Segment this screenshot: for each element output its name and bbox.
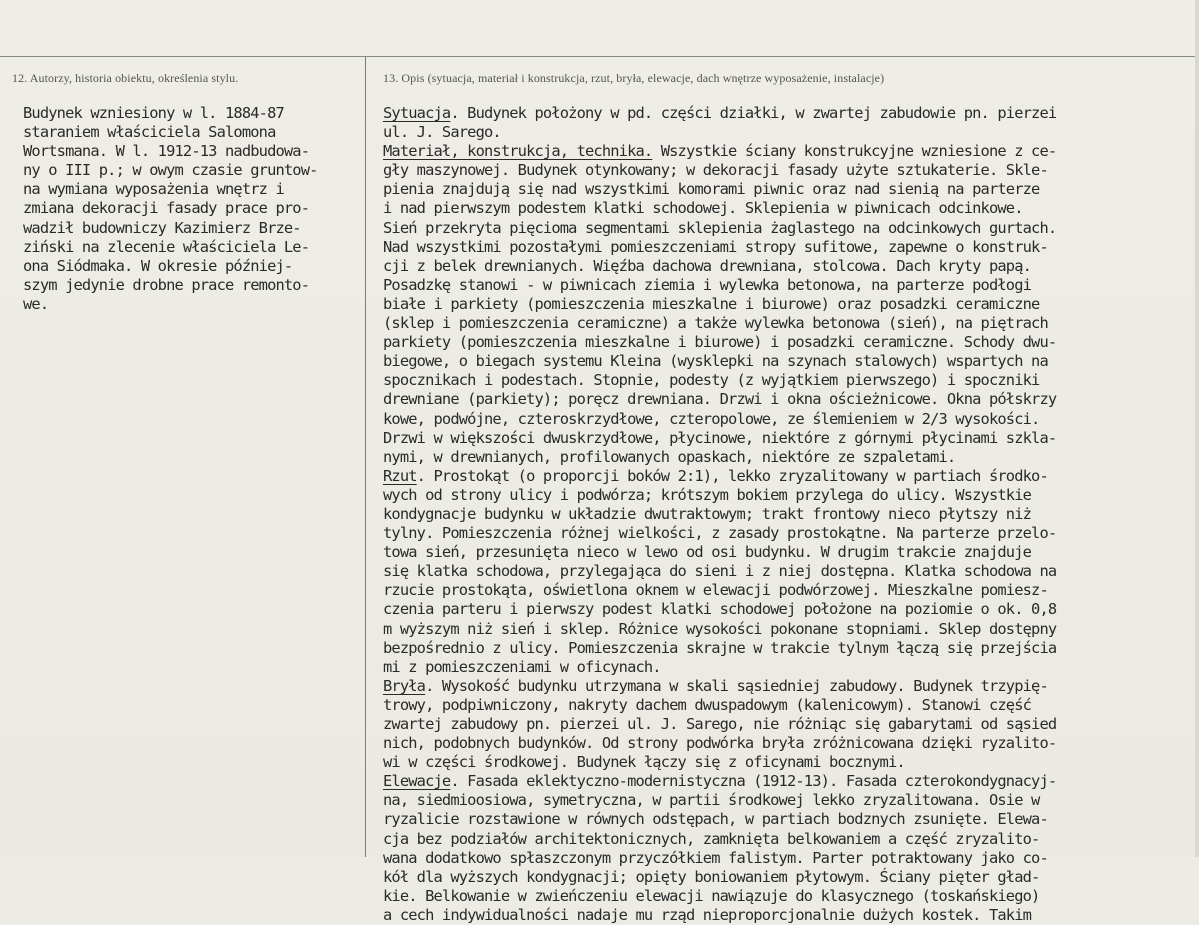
description-line xyxy=(383,429,1056,448)
description-line xyxy=(383,142,1056,161)
description-line xyxy=(383,448,1056,467)
history-text-column xyxy=(23,104,318,314)
history-line: Wortsmana. W l. 1912-13 nadbudowa- xyxy=(23,142,310,161)
description-line xyxy=(383,849,1056,868)
line-text: gły maszynowej. Budynek otynkowany; w dekoracji fasady użyte sztukaterie. Skle- xyxy=(383,161,1048,180)
description-line xyxy=(383,486,1056,505)
description-line xyxy=(383,581,1056,600)
description-line xyxy=(383,161,1056,180)
line-text: wana dodatkowo spłaszczonym przyczółkiem falistym. Parter potraktowany jako co- xyxy=(383,848,1048,867)
section-heading: Materiał, konstrukcja, technika. xyxy=(383,142,653,161)
description-line xyxy=(383,791,1056,810)
line-text: towa sień, przesunięta nieco w lewo od osi budynku. W drugim trakcie znajduje xyxy=(383,543,1032,562)
line-text: kowe, podwójne, czteroskrzydłowe, czteropolowe, ze ślemieniem w 2/3 wysokości. xyxy=(383,409,1040,428)
line-text: cja bez podziałów architektonicznych, zamknięta belkowaniem a część zryzalito- xyxy=(383,829,1040,848)
line-text: . Prostokąt (o proporcji boków 2:1), lekko zryzalitowany w partiach środko- xyxy=(416,466,1048,485)
line-text: trowy, podpiwniczony, nakryty dachem dwuspadowym (kalenicowym). Stanowi część xyxy=(383,695,1032,714)
line-text: i nad pierwszym podestem klatki schodowej. Sklepienia w piwnicach odcinkowe. xyxy=(383,199,1023,218)
section-heading: Sytuacja xyxy=(383,104,451,122)
history-line: we. xyxy=(23,294,49,313)
description-line xyxy=(383,524,1056,543)
description-line xyxy=(383,390,1056,409)
line-text: biegowe, o biegach systemu Kleina (wysklepki na szynach stalowych) wspartych na xyxy=(383,352,1048,371)
line-text: wi w części środkowej. Budynek łączy się z oficynami bocznymi. xyxy=(383,753,905,772)
description-line xyxy=(383,734,1056,753)
line-text: ryzalicie rozstawione w równych odstępach, w partiach bodznych zsunięte. Elewa- xyxy=(383,810,1048,829)
line-text: pienia znajdują się nad wszystkimi komorami piwnic oraz nad sienią na parterze xyxy=(383,180,1040,199)
description-line xyxy=(383,887,1056,906)
line-text: na, siedmioosiowa, symetryczna, w partii środkowej lekko zryzalitowana. Osie w xyxy=(383,791,1040,810)
description-line xyxy=(383,257,1056,276)
line-text: . Fasada eklektyczno-modernistyczna (1912-13). Fasada czterokondygnacyj- xyxy=(450,772,1057,791)
description-line xyxy=(383,772,1056,791)
line-text: kondygnacje budynku w układzie dwutraktowym; trakt frontowy nieco płytszy niż xyxy=(383,504,1032,523)
description-line xyxy=(383,696,1056,715)
line-text: rzucie prostokąta, oświetlona oknem w elewacji podwórzowej. Mieszkalne pomiesz- xyxy=(383,581,1048,600)
history-line: na wymiana wyposażenia wnętrz i xyxy=(23,180,284,199)
column-divider xyxy=(365,57,366,857)
description-line xyxy=(383,868,1056,887)
description-line xyxy=(383,810,1056,829)
line-text: nymi, w drewnianych, profilowanych opaskach, niektóre ze szpaletami. xyxy=(383,447,956,466)
section-12-header: 12. Autorzy, historia obiektu, określenia stylu. xyxy=(12,71,239,85)
description-line xyxy=(383,562,1056,581)
line-text: Sień przekryta pięcioma segmentami sklepienia żaglastego na odcinkowych gurtach. xyxy=(383,218,1057,237)
line-text: m wyższym niż sień i sklep. Różnice wysokości pokonane stopniami. Sklep dostępny xyxy=(383,619,1057,638)
history-line: Budynek wzniesiony w l. 1884-87 xyxy=(23,104,284,122)
history-line: zmiana dekoracji fasady prace pro- xyxy=(23,199,310,218)
description-line xyxy=(383,199,1056,218)
header-rule xyxy=(0,56,1199,57)
description-line xyxy=(383,276,1056,295)
description-line xyxy=(383,543,1056,562)
description-line xyxy=(383,906,1056,925)
line-text: czenia parteru i pierwszy podest klatki schodowej położone na poziomie o ok. 0,8 xyxy=(383,600,1057,619)
description-line xyxy=(383,677,1056,696)
description-line xyxy=(383,371,1056,390)
history-line: ona Siódmaka. W okresie później- xyxy=(23,256,293,275)
description-text-column xyxy=(383,104,1056,925)
line-text: Drzwi w większości dwuskrzydłowe, płycinowe, niektóre z górnymi płycinami szkla- xyxy=(383,428,1057,447)
line-text: kie. Belkowanie w zwieńczeniu elewacji nawiązuje do klasycznego (toskańskiego) xyxy=(383,886,1040,905)
description-line xyxy=(383,658,1056,677)
description-line xyxy=(383,620,1056,639)
section-heading: Rzut xyxy=(383,466,417,485)
line-text: cji z belek drewnianych. Więźba dachowa drewniana, stolcowa. Dach kryty papą. xyxy=(383,256,1032,275)
line-text: Nad wszystkimi pozostałymi pomieszczeniami stropy sufitowe, zapewne o konstruk- xyxy=(383,237,1048,256)
description-line xyxy=(383,639,1056,658)
history-line: szym jedynie drobne prace remonto- xyxy=(23,275,310,294)
description-line xyxy=(383,314,1056,333)
description-line xyxy=(383,238,1056,257)
description-line xyxy=(383,830,1056,849)
line-text: białe i parkiety (pomieszczenia mieszkalne i biurowe) oraz posadzki ceramiczne xyxy=(383,294,1040,313)
description-line xyxy=(383,600,1056,619)
line-text: a cech indywidualności nadaje mu rząd nieproporcjonalnie dużych kostek. Takim xyxy=(383,905,1032,924)
history-line: staraniem właściciela Salomona xyxy=(23,123,276,142)
line-text: . Budynek położony w pd. części działki, w zwartej zabudowie pn. pierzei xyxy=(450,104,1057,122)
line-text: parkiety (pomieszczenia mieszkalne i biurowe) i posadzki ceramiczne. Schody dwu- xyxy=(383,333,1057,352)
line-text: tylny. Pomieszczenia różnej wielkości, z zasady prostokątne. Na parterze przelo- xyxy=(383,524,1057,543)
line-text: bezpośrednio z ulicy. Pomieszczenia skrajne w trakcie tylnym łączą się przejściа xyxy=(383,638,1057,657)
description-line xyxy=(383,104,1056,123)
description-line xyxy=(383,295,1056,314)
description-line xyxy=(383,467,1056,486)
line-text: drewniane (parkiety); poręcz drewniana. Drzwi i okna ościeżnicowe. Okna półskrzy xyxy=(383,390,1057,409)
description-line xyxy=(383,352,1056,371)
description-line xyxy=(383,219,1056,238)
line-text: nich, podobnych budynków. Od strony podwórka bryła zróżnicowana dzięki ryzalito- xyxy=(383,734,1057,753)
description-line xyxy=(383,180,1056,199)
line-text: spocznikach i podestach. Stopnie, podesty (z wyjątkiem pierwszego) i spoczniki xyxy=(383,371,1040,390)
history-line: ny o III p.; w owym czasie gruntow- xyxy=(23,161,318,180)
history-line: ziński na zlecenie właściciela Le- xyxy=(23,237,310,256)
section-heading: Elewacje xyxy=(383,772,451,791)
line-text: Wszystkie ściany konstrukcyjne wzniesione z ce- xyxy=(652,142,1057,161)
section-heading: Bryła xyxy=(383,676,426,695)
line-text: zwartej zabudowy pn. pierzei ul. J. Sarego, nie różniąc się gabarytami od sąsied xyxy=(383,715,1057,733)
line-text: wych od strony ulicy i podwórza; krótszym bokiem przylega do ulicy. Wszystkie xyxy=(383,485,1032,504)
line-text: Posadzkę stanowi - w piwnicach ziemia i wylewka betonowa, na parterze podłogi xyxy=(383,275,1032,294)
description-line xyxy=(383,123,1056,142)
section-13-header: 13. Opis (sytuacja, materiał i konstrukcja, rzut, bryła, elewacje, dach wnętrze wyposażenie, instalacje) xyxy=(383,71,885,85)
line-text: kół dla wyższych kondygnacji; opięty boniowaniem płytowym. Ściany pięter gład- xyxy=(383,867,1040,886)
page-edge xyxy=(1195,0,1199,857)
description-line xyxy=(383,505,1056,524)
line-text: (sklep i pomieszczenia ceramiczne) a także wylewka betonowa (sień), na piętrach xyxy=(383,314,1048,333)
line-text: się klatka schodowa, przylegająca do sieni i z niej dostępna. Klatka schodowa na xyxy=(383,562,1057,581)
line-text: . Wysokość budynku utrzymana w skali sąsiedniej zabudowy. Budynek trzypię- xyxy=(425,676,1048,695)
description-line xyxy=(383,410,1056,429)
line-text: mi z pomieszczeniami w oficynach. xyxy=(383,657,661,676)
description-line xyxy=(383,753,1056,772)
history-line: wadził budowniczy Kazimierz Brze- xyxy=(23,218,301,237)
line-text: ul. J. Sarego. xyxy=(383,123,501,142)
description-line xyxy=(383,715,1056,734)
description-line xyxy=(383,333,1056,352)
